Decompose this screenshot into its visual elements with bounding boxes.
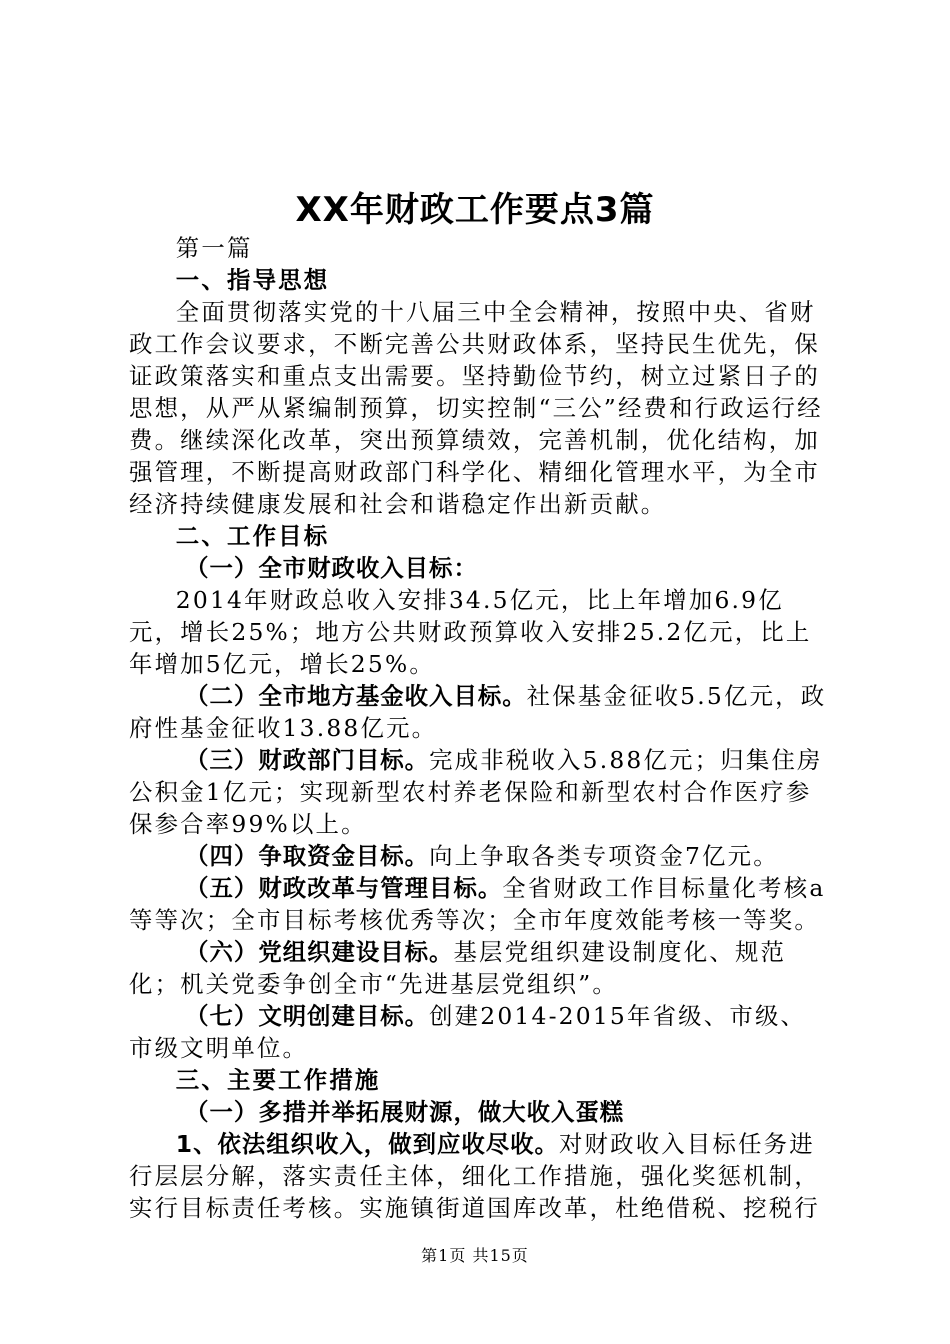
goal-heading-funding: （四）争取资金目标。 (185, 842, 430, 870)
goal-text-reform: 全省财政工作目标量化考核a等等次；全市目标考核优秀等次；全市年度效能考核一等奖。 (129, 874, 826, 934)
section-heading-measures: 三、主要工作措施 (175, 1066, 381, 1094)
paragraph-reform-goal (129, 872, 831, 936)
paragraph-guiding-ideology: 全面贯彻落实党的十八届三中全会精神，按照中央、省财政工作会议要求，不断完善公共财政体系，坚持民生优先，保证政策落实和重点支出需要。坚持勤俭节约，树立过紧日子的思想，从严从紧编制预算，切实控制“三公”经费和行政运行经费。继续深化改革，突出预算绩效，完善机制，优化结构，加强管理，不断提高财政部门科学化、精细化管理水平，为全市经济持续健康发展和社会和谐稳定作出新贡献。 (129, 298, 823, 518)
goal-text-civilization: 创建2014-2015年省级、市级、市级文明单位。 (129, 1002, 807, 1062)
paragraph-party-goal (129, 936, 831, 1000)
goal-heading-revenue: （一）全市财政收入目标： (185, 554, 478, 582)
goal-heading-reform: （五）财政改革与管理目标。 (185, 874, 503, 902)
paragraph-measure-collect-revenue (129, 1128, 831, 1224)
measure-heading-revenue-sources: （一）多措并举拓展财源，做大收入蛋糕 (185, 1098, 625, 1126)
measure-subheading-collect-revenue: 1、依法组织收入，做到应收尽收。 (175, 1130, 559, 1158)
goal-heading-department: （三）财政部门目标。 (185, 746, 430, 774)
paragraph-funding-goal (129, 840, 831, 872)
goal-text-party: 基层党组织建设制度化、规范化；机关党委争创全市“先进基层党组织”。 (129, 938, 787, 998)
goal-text-funding: 向上争取各类专项资金7亿元。 (429, 842, 779, 870)
part-label: 第一篇 (175, 234, 253, 262)
measure-text-collect-revenue: 对财政收入目标任务进行层层分解，落实责任主体，细化工作措施，强化奖惩机制，实行目标责任考核。实施镇街道国库改革，杜绝借税、挖税行 (129, 1130, 820, 1222)
goal-text-fund: 社保基金征收5.5亿元，政府性基金征收13.88亿元。 (129, 682, 827, 742)
document-body (129, 232, 831, 1224)
goal-heading-fund: （二）全市地方基金收入目标。 (185, 682, 527, 710)
goal-heading-civilization: （七）文明创建目标。 (185, 1002, 430, 1030)
paragraph-civilization-goal (129, 1000, 831, 1064)
paragraph-department-goal (129, 744, 831, 840)
paragraph-fund-goal (129, 680, 831, 744)
goal-heading-party: （六）党组织建设目标。 (185, 938, 454, 966)
section-heading-work-goals: 二、工作目标 (175, 522, 330, 550)
goal-text-department: 完成非税收入5.88亿元；归集住房公积金1亿元；实现新型农村养老保险和新型农村合作医疗参保参合率99%以上。 (129, 746, 823, 838)
document-title: XX年财政工作要点3篇 (295, 190, 655, 230)
section-heading-guiding-ideology: 一、指导思想 (175, 266, 330, 294)
paragraph-revenue-goal: 2014年财政总收入安排34.5亿元，比上年增加6.9亿元，增长25%；地方公共财政预算收入安排25.2亿元，比上年增加5亿元，增长25%。 (129, 586, 812, 678)
page-footer: 第1页 共15页 (421, 1246, 529, 1265)
